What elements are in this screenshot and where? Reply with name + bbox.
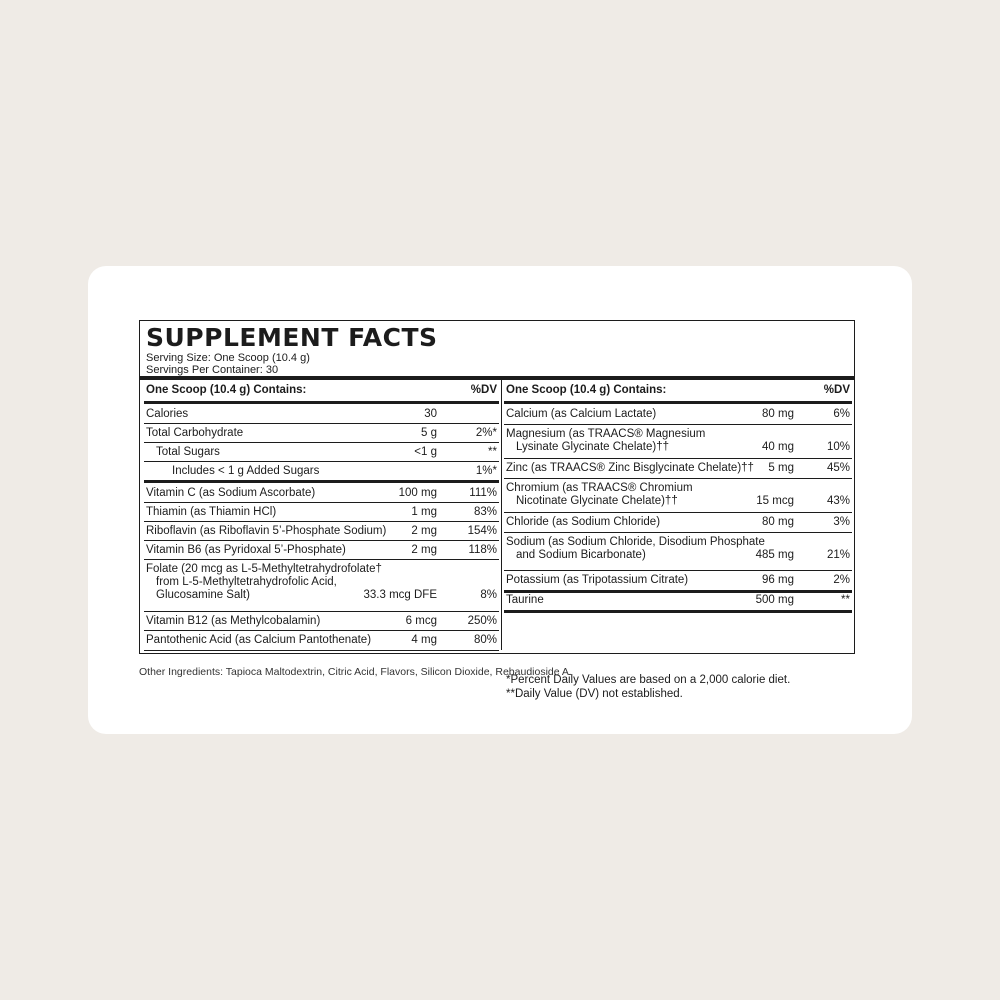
nutrient-amount: 5 g xyxy=(421,427,437,439)
nutrient-dv: 10% xyxy=(826,441,850,453)
right-header-dv: %DV xyxy=(823,384,850,396)
servings-per-container: Servings Per Container: 30 xyxy=(146,364,279,376)
nutrient-dv: 154% xyxy=(467,525,497,537)
nutrient-amount: 15 mcg xyxy=(756,495,794,507)
nutrient-dv: ** xyxy=(841,594,850,606)
left-rule xyxy=(144,423,499,424)
nutrient-name: Thiamin (as Thiamin HCl) xyxy=(146,506,277,518)
nutrient-amount: 2 mg xyxy=(411,544,437,556)
nutrient-amount: 80 mg xyxy=(762,516,794,528)
nutrient-dv: 111% xyxy=(469,487,497,499)
right-rule xyxy=(504,610,852,613)
left-rule xyxy=(144,502,499,503)
right-header-label: One Scoop (10.4 g) Contains: xyxy=(506,384,667,396)
nutrient-name: Potassium (as Tripotassium Citrate) xyxy=(506,574,689,586)
nutrient-amount: 40 mg xyxy=(762,441,794,453)
nutrient-dv: 250% xyxy=(467,615,497,627)
footnote-percent-dv: *Percent Daily Values are based on a 2,000 calorie diet. xyxy=(506,674,791,686)
other-ingredients: Other Ingredients: Tapioca Maltodextrin, Citric Acid, Flavors, Silicon Dioxide, Rebaudioside A. xyxy=(139,666,572,678)
nutrient-dv: 6% xyxy=(833,408,850,420)
left-header-dv: %DV xyxy=(470,384,497,396)
nutrient-amount: 96 mg xyxy=(762,574,794,586)
nutrient-name: Folate (20 mcg as L-5-Methyltetrahydrofolate† xyxy=(146,563,382,575)
left-rule xyxy=(144,442,499,443)
right-rule xyxy=(504,401,852,404)
nutrient-name: Total Carbohydrate xyxy=(146,427,244,439)
right-rule xyxy=(504,532,852,533)
nutrient-dv: 118% xyxy=(468,544,497,556)
nutrient-dv: 83% xyxy=(473,506,497,518)
nutrient-name: Calcium (as Calcium Lactate) xyxy=(506,408,657,420)
right-rule xyxy=(504,512,852,513)
nutrient-dv: 43% xyxy=(826,495,850,507)
nutrient-dv: 45% xyxy=(826,462,850,474)
left-rule xyxy=(144,611,499,612)
nutrient-amount: 30 xyxy=(424,408,437,420)
nutrient-dv: 21% xyxy=(826,549,850,561)
right-rule xyxy=(504,424,852,425)
nutrient-dv: ** xyxy=(488,446,497,458)
right-rule xyxy=(504,590,852,593)
footnote-dv-not-established: **Daily Value (DV) not established. xyxy=(506,688,683,700)
left-rule xyxy=(144,650,499,651)
nutrient-name: Glucosamine Salt) xyxy=(156,589,250,601)
serving-size: Serving Size: One Scoop (10.4 g) xyxy=(146,352,310,364)
nutrient-amount: 4 mg xyxy=(411,634,437,646)
left-header-label: One Scoop (10.4 g) Contains: xyxy=(146,384,307,396)
nutrient-amount: 500 mg xyxy=(755,594,794,606)
nutrient-dv: 80% xyxy=(473,634,497,646)
nutrient-name: Vitamin B6 (as Pyridoxal 5’-Phosphate) xyxy=(146,544,346,556)
column-divider xyxy=(501,380,502,650)
nutrient-dv: 3% xyxy=(833,516,850,528)
nutrient-dv: 2%* xyxy=(475,427,497,439)
nutrient-name: Zinc (as TRAACS® Zinc Bisglycinate Chelate)†† xyxy=(506,462,754,474)
nutrient-name: Magnesium (as TRAACS® Magnesium xyxy=(506,428,706,440)
nutrient-amount: 2 mg xyxy=(411,525,437,537)
nutrient-amount: 485 mg xyxy=(755,549,794,561)
left-rule xyxy=(144,630,499,631)
nutrient-name: Includes < 1 g Added Sugars xyxy=(172,465,320,477)
nutrient-amount: 6 mcg xyxy=(405,615,437,627)
nutrient-name: Chromium (as TRAACS® Chromium xyxy=(506,482,693,494)
left-rule xyxy=(144,540,499,541)
left-rule xyxy=(144,401,499,404)
nutrient-name: Lysinate Glycinate Chelate)†† xyxy=(516,441,669,453)
right-rule xyxy=(504,478,852,479)
nutrient-name: Chloride (as Sodium Chloride) xyxy=(506,516,661,528)
nutrient-name: Vitamin C (as Sodium Ascorbate) xyxy=(146,487,316,499)
left-rule xyxy=(144,521,499,522)
nutrient-name: from L-5-Methyltetrahydrofolic Acid, xyxy=(156,576,337,588)
nutrient-name: Vitamin B12 (as Methylcobalamin) xyxy=(146,615,321,627)
nutrient-amount: 5 mg xyxy=(768,462,794,474)
left-rule xyxy=(144,461,499,462)
nutrient-amount: 33.3 mcg DFE xyxy=(363,589,437,601)
left-rule xyxy=(144,480,499,483)
nutrient-name: Total Sugars xyxy=(156,446,220,458)
nutrient-name: Riboflavin (as Riboflavin 5’-Phosphate Sodium) xyxy=(146,525,387,537)
nutrient-amount: 100 mg xyxy=(398,487,437,499)
nutrient-name: Calories xyxy=(146,408,189,420)
nutrient-name: Sodium (as Sodium Chloride, Disodium Phosphate xyxy=(506,536,765,548)
panel-title: SUPPLEMENT FACTS xyxy=(146,323,438,352)
nutrient-name: Pantothenic Acid (as Calcium Pantothenate) xyxy=(146,634,372,646)
nutrient-name: Taurine xyxy=(506,594,544,606)
nutrient-dv: 2% xyxy=(833,574,850,586)
left-rule xyxy=(144,559,499,560)
nutrient-amount: 80 mg xyxy=(762,408,794,420)
nutrient-name: Nicotinate Glycinate Chelate)†† xyxy=(516,495,678,507)
header-rule xyxy=(140,376,854,380)
nutrient-name: and Sodium Bicarbonate) xyxy=(516,549,646,561)
right-rule xyxy=(504,570,852,571)
nutrient-amount: <1 g xyxy=(414,446,437,458)
nutrient-amount: 1 mg xyxy=(411,506,437,518)
nutrient-dv: 1%* xyxy=(475,465,497,477)
right-rule xyxy=(504,458,852,459)
nutrient-dv: 8% xyxy=(480,589,497,601)
